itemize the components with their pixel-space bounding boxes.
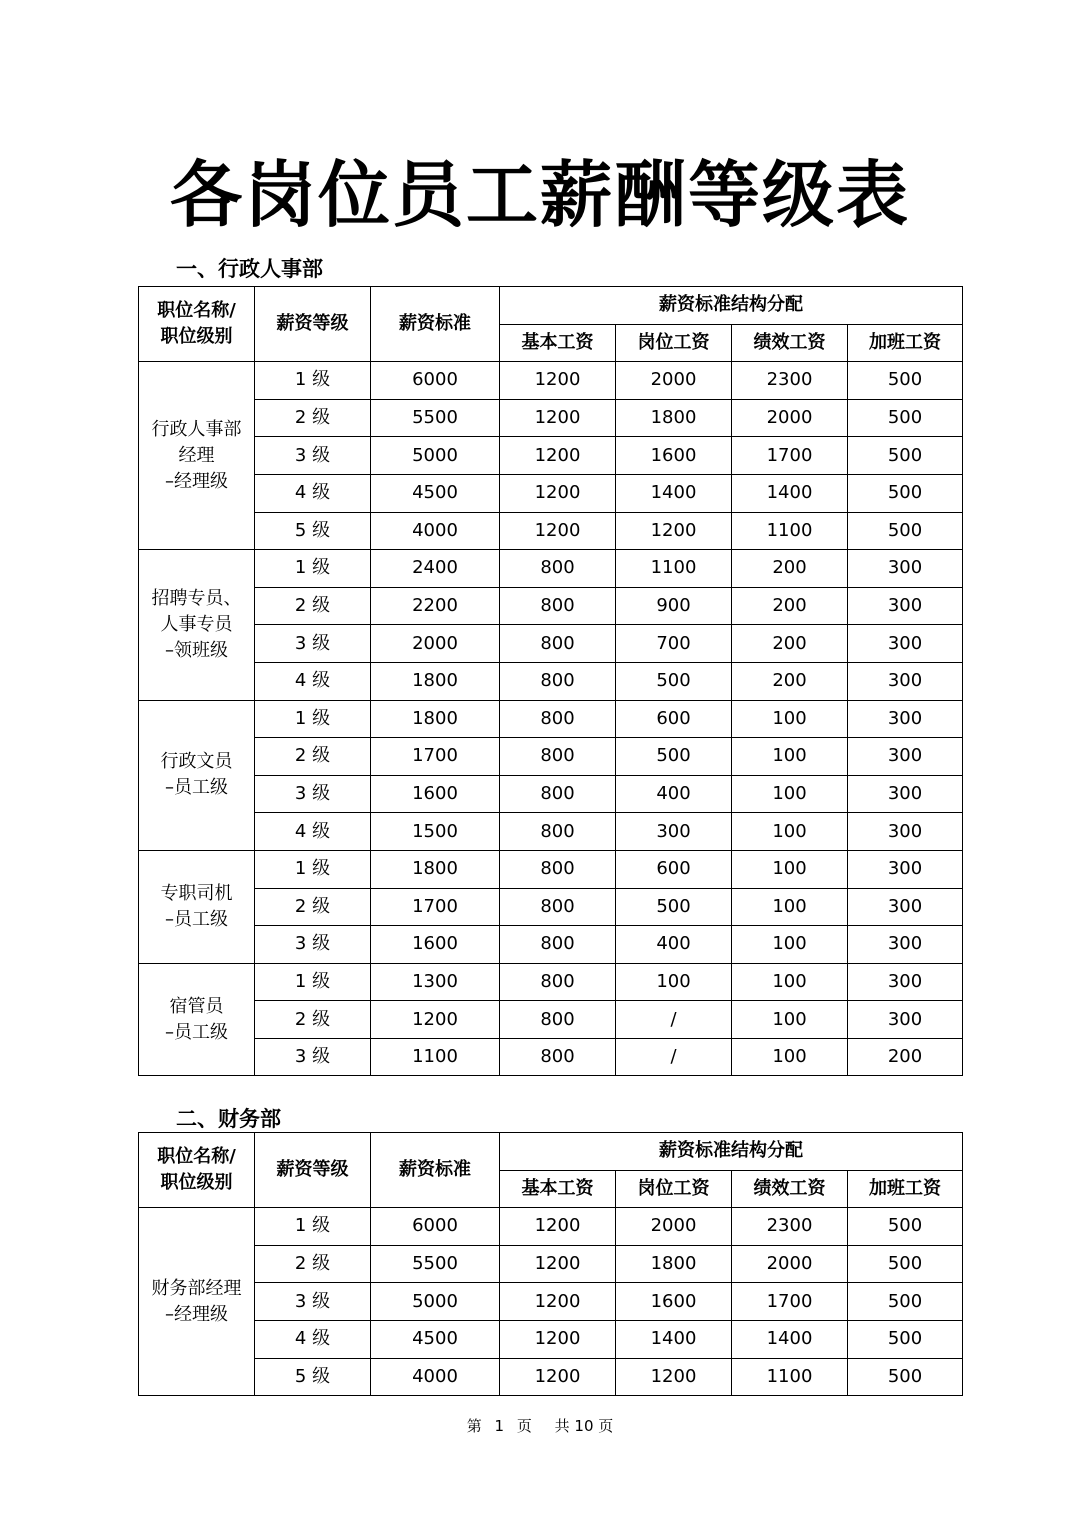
table-cell: 2000 (371, 625, 500, 663)
table-cell: 1200 (500, 1208, 616, 1246)
table-row (139, 775, 963, 813)
position-cell (139, 1208, 255, 1396)
section-heading-finance: 二、财务部 (176, 1107, 281, 1131)
table-cell: 5000 (371, 1283, 500, 1321)
table-cell: 500 (616, 738, 732, 776)
table-row (139, 1358, 963, 1396)
header-standard: 薪资标准 (371, 1133, 500, 1208)
table-cell: 1200 (500, 399, 616, 437)
table-cell: 300 (848, 700, 963, 738)
header-component: 加班工资 (848, 1170, 963, 1208)
table-cell: 2000 (616, 362, 732, 400)
table-cell: 300 (848, 813, 963, 851)
table-row (139, 700, 963, 738)
table-cell: 500 (848, 512, 963, 550)
table-cell: 4000 (371, 512, 500, 550)
position-line: 行政人事部 (151, 418, 242, 440)
header-position-line: 职位名称/ (157, 300, 236, 322)
table-cell: 800 (500, 926, 616, 964)
table-cell: 600 (616, 850, 732, 888)
header-component: 基本工资 (500, 1170, 616, 1208)
table-cell: 500 (848, 1358, 963, 1396)
header-position-line: 职位级别 (160, 1172, 233, 1194)
table-cell: 4 级 (255, 662, 371, 700)
position-line: 宿管员 (169, 995, 224, 1017)
header-grade: 薪资等级 (255, 287, 371, 362)
table-row (139, 926, 963, 964)
table-cell: 5500 (371, 1245, 500, 1283)
table-cell: 1 级 (255, 700, 371, 738)
header-position (139, 287, 255, 362)
header-component: 加班工资 (848, 324, 963, 362)
table-cell: 1200 (500, 362, 616, 400)
header-component: 岗位工资 (616, 1170, 732, 1208)
header-row (139, 287, 963, 325)
table-cell: 900 (616, 587, 732, 625)
table-row (139, 587, 963, 625)
table-cell: 200 (848, 1038, 963, 1076)
position-line: –经理级 (165, 1303, 228, 1325)
table-cell: 1200 (371, 1001, 500, 1039)
header-position-line: 职位级别 (160, 326, 233, 348)
header-component: 基本工资 (500, 324, 616, 362)
table-cell: 100 (732, 888, 848, 926)
table-cell: 300 (848, 850, 963, 888)
table-cell: 2200 (371, 587, 500, 625)
table-cell: 1400 (732, 1320, 848, 1358)
table-cell: 1200 (500, 1283, 616, 1321)
table-cell: 1200 (500, 512, 616, 550)
table-cell: 200 (732, 587, 848, 625)
table-cell: 3 级 (255, 1038, 371, 1076)
table-cell: 1600 (371, 926, 500, 964)
table-cell: 800 (500, 813, 616, 851)
table-cell: 1 级 (255, 850, 371, 888)
table-cell: 500 (616, 888, 732, 926)
table-cell: 3 级 (255, 775, 371, 813)
table-cell: 2 级 (255, 399, 371, 437)
table-cell: 2300 (732, 362, 848, 400)
table-cell: 5 级 (255, 512, 371, 550)
header-component: 岗位工资 (616, 324, 732, 362)
table-cell: 1800 (616, 399, 732, 437)
table-cell: 1600 (616, 1283, 732, 1321)
header-position-line: 职位名称/ (157, 1146, 236, 1168)
position-line: –领班级 (165, 639, 228, 661)
table-row (139, 625, 963, 663)
page-title: 各岗位员工薪酬等级表 (169, 153, 910, 237)
table-cell: 800 (500, 1038, 616, 1076)
table-cell: 1800 (371, 662, 500, 700)
table-cell: 1600 (371, 775, 500, 813)
table-cell: 1200 (500, 1358, 616, 1396)
position-line: 行政文员 (160, 751, 233, 773)
footer-page-prefix: 第 (466, 1417, 482, 1435)
position-line: –员工级 (165, 908, 228, 930)
table-cell: 300 (848, 587, 963, 625)
table-cell: 4 级 (255, 813, 371, 851)
table-cell: 300 (848, 662, 963, 700)
table-cell: 800 (500, 963, 616, 1001)
table-cell: 3 级 (255, 1283, 371, 1321)
table-row (139, 662, 963, 700)
table-cell: 700 (616, 625, 732, 663)
table-cell: 500 (848, 474, 963, 512)
table-cell: 1700 (371, 738, 500, 776)
table-cell: 3 级 (255, 926, 371, 964)
position-cell (139, 700, 255, 850)
table-cell: 6000 (371, 1208, 500, 1246)
table-cell: 5500 (371, 399, 500, 437)
table-cell: / (616, 1038, 732, 1076)
table-cell: 4 级 (255, 474, 371, 512)
table-cell: 3 级 (255, 437, 371, 475)
position-line: 招聘专员、 (151, 587, 242, 609)
table-cell: 1100 (371, 1038, 500, 1076)
table-cell: 1600 (616, 437, 732, 475)
table-row (139, 1320, 963, 1358)
table-cell: 1800 (371, 700, 500, 738)
table-cell: 800 (500, 888, 616, 926)
table-cell: 200 (732, 550, 848, 588)
header-component: 绩效工资 (732, 324, 848, 362)
table-cell: 800 (500, 738, 616, 776)
table-cell: 1100 (732, 512, 848, 550)
position-cell (139, 550, 255, 700)
table-cell: 1 级 (255, 1208, 371, 1246)
table-cell: 500 (848, 1208, 963, 1246)
table-cell: 1200 (616, 512, 732, 550)
table-cell: 400 (616, 775, 732, 813)
table-row (139, 362, 963, 400)
table-cell: / (616, 1001, 732, 1039)
table-cell: 2300 (732, 1208, 848, 1246)
position-line: –员工级 (165, 777, 228, 799)
table-cell: 300 (616, 813, 732, 851)
table-cell: 100 (732, 738, 848, 776)
table-cell: 500 (848, 1320, 963, 1358)
table-cell: 200 (732, 662, 848, 700)
table-row (139, 850, 963, 888)
table-cell: 1 级 (255, 550, 371, 588)
table-cell: 500 (848, 1245, 963, 1283)
position-line: 专职司机 (160, 882, 233, 904)
table-cell: 1400 (616, 1320, 732, 1358)
table-cell: 1200 (500, 1320, 616, 1358)
table-row (139, 399, 963, 437)
table-cell: 200 (732, 625, 848, 663)
section-heading-admin-hr: 一、行政人事部 (176, 257, 323, 281)
table-cell: 300 (848, 926, 963, 964)
table-cell: 100 (616, 963, 732, 1001)
table-cell: 800 (500, 662, 616, 700)
position-line: 经理 (178, 444, 215, 466)
table-row (139, 1245, 963, 1283)
table-cell: 2 级 (255, 888, 371, 926)
table-cell: 1100 (732, 1358, 848, 1396)
position-cell (139, 850, 255, 963)
table-cell: 100 (732, 1001, 848, 1039)
table-cell: 600 (616, 700, 732, 738)
table-cell: 800 (500, 587, 616, 625)
table-cell: 300 (848, 625, 963, 663)
table-row (139, 1208, 963, 1246)
table-cell: 1800 (371, 850, 500, 888)
table-cell: 500 (848, 399, 963, 437)
header-structure: 薪资标准结构分配 (500, 287, 963, 325)
table-cell: 1200 (616, 1358, 732, 1396)
table-cell: 1200 (500, 437, 616, 475)
table-cell: 4000 (371, 1358, 500, 1396)
table-cell: 800 (500, 850, 616, 888)
table-cell: 500 (848, 362, 963, 400)
table-cell: 2000 (732, 399, 848, 437)
table-cell: 2000 (616, 1208, 732, 1246)
table-row (139, 1038, 963, 1076)
table-row (139, 512, 963, 550)
table-cell: 100 (732, 700, 848, 738)
table-cell: 1700 (732, 1283, 848, 1321)
footer-page-number: 1 (494, 1417, 505, 1435)
table-cell: 1300 (371, 963, 500, 1001)
table-cell: 5000 (371, 437, 500, 475)
page-footer (0, 1414, 1080, 1438)
table-row (139, 1001, 963, 1039)
table-cell: 800 (500, 625, 616, 663)
table-cell: 300 (848, 1001, 963, 1039)
table-cell: 800 (500, 775, 616, 813)
table-cell: 1100 (616, 550, 732, 588)
table-cell: 1500 (371, 813, 500, 851)
table-cell: 1400 (732, 474, 848, 512)
position-line: 财务部经理 (151, 1277, 242, 1299)
table-cell: 3 级 (255, 625, 371, 663)
footer-total-pages: 共 10 页 (554, 1417, 614, 1435)
table-cell: 2400 (371, 550, 500, 588)
table-row (139, 437, 963, 475)
table-cell: 500 (848, 1283, 963, 1321)
table-cell: 1 级 (255, 963, 371, 1001)
table-cell: 6000 (371, 362, 500, 400)
table-cell: 2 级 (255, 587, 371, 625)
table-row (139, 963, 963, 1001)
table-cell: 500 (848, 437, 963, 475)
position-line: –员工级 (165, 1021, 228, 1043)
table-cell: 2 级 (255, 738, 371, 776)
table-cell: 100 (732, 775, 848, 813)
table-cell: 1800 (616, 1245, 732, 1283)
header-grade: 薪资等级 (255, 1133, 371, 1208)
table-cell: 2000 (732, 1245, 848, 1283)
table-row (139, 738, 963, 776)
position-line: 人事专员 (160, 613, 233, 635)
table-cell: 800 (500, 1001, 616, 1039)
salary-table-finance (138, 1132, 963, 1396)
table-cell: 100 (732, 1038, 848, 1076)
table-cell: 1700 (732, 437, 848, 475)
header-position (139, 1133, 255, 1208)
table-cell: 4500 (371, 1320, 500, 1358)
table-cell: 500 (616, 662, 732, 700)
table-cell: 800 (500, 550, 616, 588)
position-cell (139, 963, 255, 1076)
table-cell: 1200 (500, 474, 616, 512)
table-cell: 4500 (371, 474, 500, 512)
table-cell: 300 (848, 738, 963, 776)
table-cell: 100 (732, 926, 848, 964)
position-line: –经理级 (165, 470, 228, 492)
table-cell: 300 (848, 888, 963, 926)
table-cell: 300 (848, 963, 963, 1001)
table-cell: 4 级 (255, 1320, 371, 1358)
header-standard: 薪资标准 (371, 287, 500, 362)
table-cell: 100 (732, 813, 848, 851)
table-cell: 1200 (500, 1245, 616, 1283)
table-cell: 2 级 (255, 1001, 371, 1039)
table-cell: 100 (732, 850, 848, 888)
table-cell: 1400 (616, 474, 732, 512)
table-cell: 1 级 (255, 362, 371, 400)
table-cell: 800 (500, 700, 616, 738)
salary-table-admin-hr (138, 286, 963, 1076)
table-cell: 5 级 (255, 1358, 371, 1396)
table-cell: 300 (848, 550, 963, 588)
table-cell: 100 (732, 963, 848, 1001)
table-row (139, 813, 963, 851)
table-row (139, 1283, 963, 1321)
position-cell (139, 362, 255, 550)
header-structure: 薪资标准结构分配 (500, 1133, 963, 1171)
table-row (139, 550, 963, 588)
table-cell: 1700 (371, 888, 500, 926)
table-cell: 400 (616, 926, 732, 964)
table-row (139, 888, 963, 926)
table-row (139, 474, 963, 512)
table-cell: 2 级 (255, 1245, 371, 1283)
footer-page-unit: 页 (516, 1417, 532, 1435)
header-row (139, 1133, 963, 1171)
header-component: 绩效工资 (732, 1170, 848, 1208)
table-cell: 300 (848, 775, 963, 813)
